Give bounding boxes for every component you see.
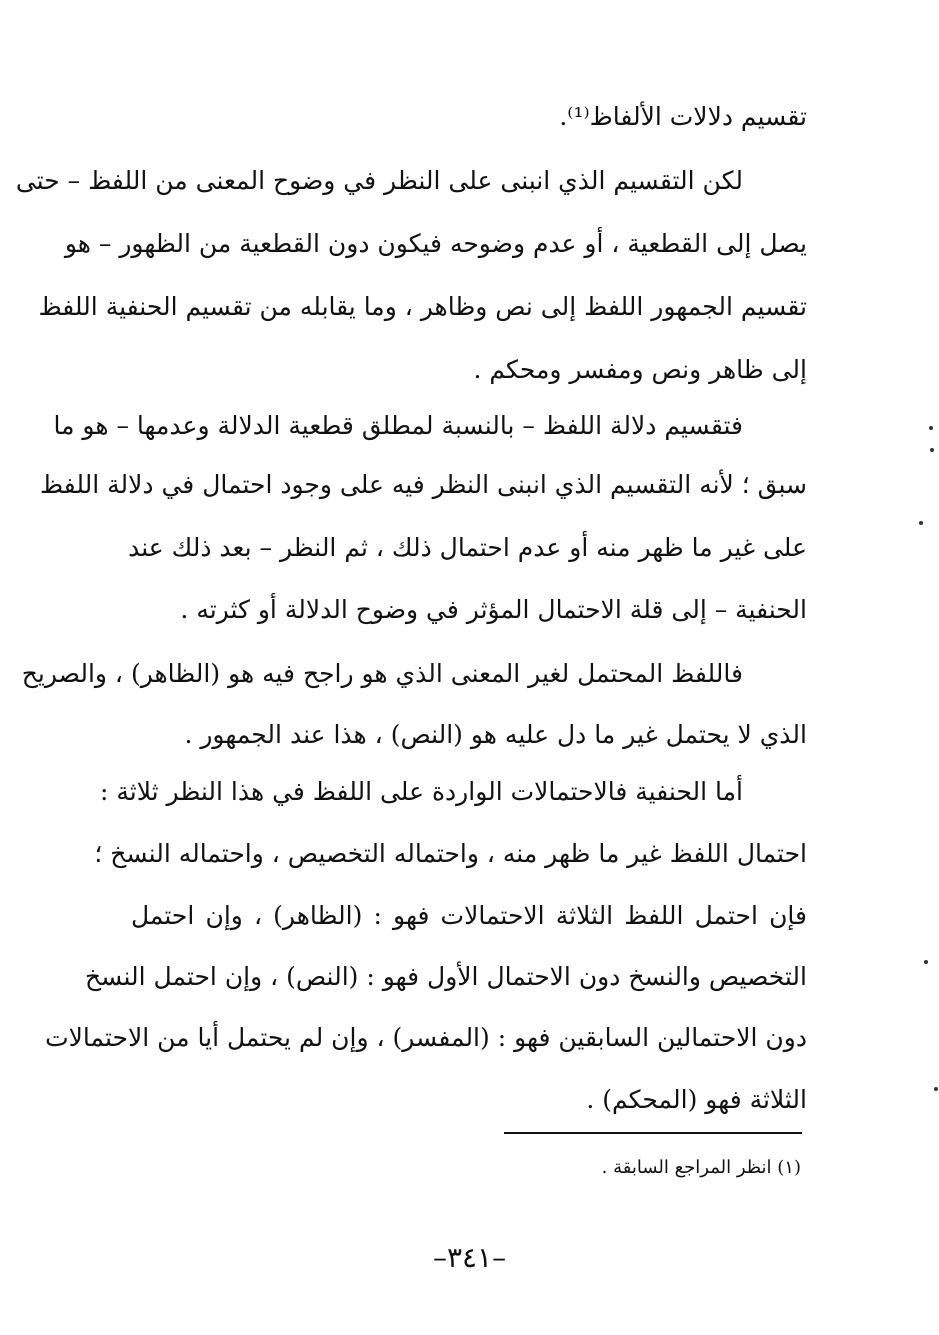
text-line: لكن التقسيم الذي انبنى على النظر في وضوح المعنى من اللفظ – حتى bbox=[15, 166, 743, 195]
text-line: دون الاحتمالين السابقين فهو : (المفسر) ، وإن لم يحتمل أيا من الاحتمالات bbox=[45, 1023, 807, 1052]
page-number: –٣٤١– bbox=[432, 1241, 507, 1274]
text-line: إلى ظاهر ونص ومفسر ومحكم . bbox=[473, 355, 807, 384]
text-line: احتمال اللفظ غير ما ظهر منه ، واحتماله التخصيص ، واحتماله النسخ ؛ bbox=[94, 839, 807, 868]
text-line: فتقسيم دلالة اللفظ – بالنسبة لمطلق قطعية الدلالة وعدمها – هو ما bbox=[53, 411, 743, 440]
text-line: تقسيم دلالات الألفاظ⁽¹⁾. bbox=[559, 102, 807, 131]
text-line: يصل إلى القطعية ، أو عدم وضوحه فيكون دون القطعية من الظهور – هو bbox=[64, 229, 807, 258]
text-line: فاللفظ المحتمل لغير المعنى الذي هو راجح فيه هو (الظاهر) ، والصريح bbox=[21, 659, 743, 688]
footnote-divider bbox=[504, 1132, 802, 1134]
text-line: التخصيص والنسخ دون الاحتمال الأول فهو : (النص) ، وإن احتمل النسخ bbox=[85, 962, 807, 991]
text-line: الذي لا يحتمل غير ما دل عليه هو (النص) ، هذا عند الجمهور . bbox=[184, 720, 807, 749]
text-line: الثلاثة فهو (المحكم) . bbox=[586, 1085, 807, 1114]
footnote: (١) انظر المراجع السابقة . bbox=[601, 1157, 801, 1178]
text-line: تقسيم الجمهور اللفظ إلى نص وظاهر ، وما يقابله من تقسيم الحنفية اللفظ bbox=[38, 292, 807, 321]
text-line: فإن احتمل اللفظ الثلاثة الاحتمالات فهو : (الظاهر) ، وإن احتمل bbox=[131, 901, 807, 930]
text-line: على غير ما ظهر منه أو عدم احتمال ذلك ، ثم النظر – بعد ذلك عند bbox=[128, 533, 807, 562]
scan-speck bbox=[929, 426, 933, 430]
text-line: الحنفية – إلى قلة الاحتمال المؤثر في وضوح الدلالة أو كثرته . bbox=[180, 595, 807, 624]
text-line: أما الحنفية فالاحتمالات الواردة على اللفظ في هذا النظر ثلاثة : bbox=[99, 777, 743, 806]
scan-speck bbox=[930, 448, 934, 452]
text-line: سبق ؛ لأنه التقسيم الذي انبنى النظر فيه على وجود احتمال في دلالة اللفظ bbox=[39, 470, 807, 499]
scan-speck bbox=[919, 521, 923, 525]
scan-speck bbox=[934, 1087, 938, 1091]
scan-speck bbox=[924, 960, 928, 964]
